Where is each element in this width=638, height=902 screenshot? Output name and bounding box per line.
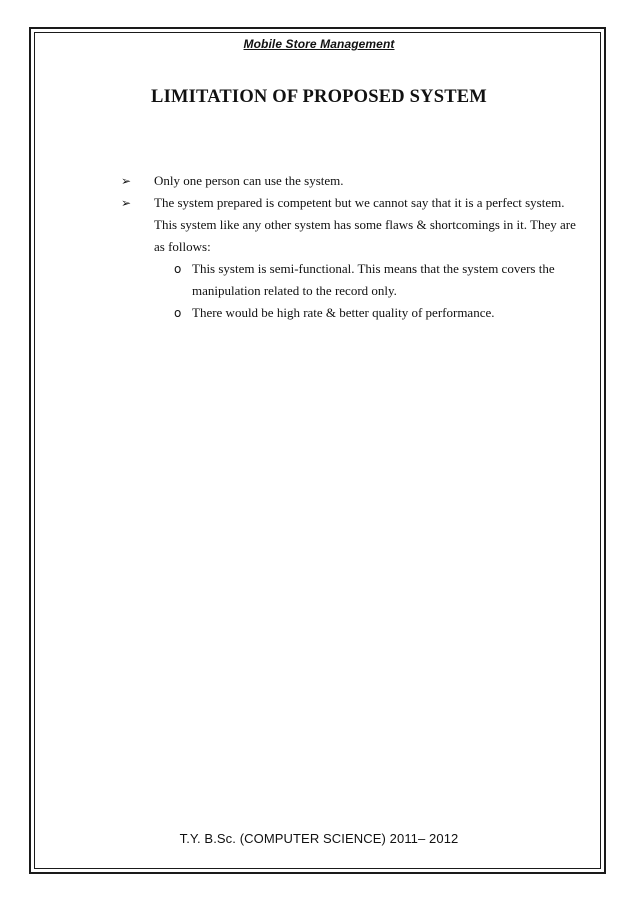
page-title: LIMITATION OF PROPOSED SYSTEM — [151, 87, 487, 107]
sub-list-item-text: This system is semi-functional. This means that the system covers the manipulation related to the record only. — [192, 261, 555, 298]
list-item-text: The system prepared is competent but we cannot say that it is a perfect system. This system like any other system has some flaws & shortcomings in it. They are as follows: — [154, 195, 576, 254]
hollow-circle-bullet-icon: o — [174, 262, 182, 276]
list-item — [121, 192, 581, 258]
list-item-text: Only one person can use the system. — [154, 173, 344, 188]
sub-list-item — [121, 302, 581, 324]
page-border-inner — [34, 32, 601, 869]
hollow-circle-bullet-icon: o — [174, 306, 182, 320]
list-item — [121, 170, 581, 192]
page-header: Mobile Store Management — [243, 37, 395, 51]
sub-list-item-text: There would be high rate & better quality of performance. — [192, 305, 495, 320]
sub-list-item — [121, 258, 581, 302]
page-footer: T.Y. B.Sc. (COMPUTER SCIENCE) 2011– 2012 — [179, 831, 459, 846]
content-body — [121, 170, 581, 324]
arrow-bullet-icon: ➢ — [121, 174, 132, 188]
arrow-bullet-icon: ➢ — [121, 196, 132, 210]
